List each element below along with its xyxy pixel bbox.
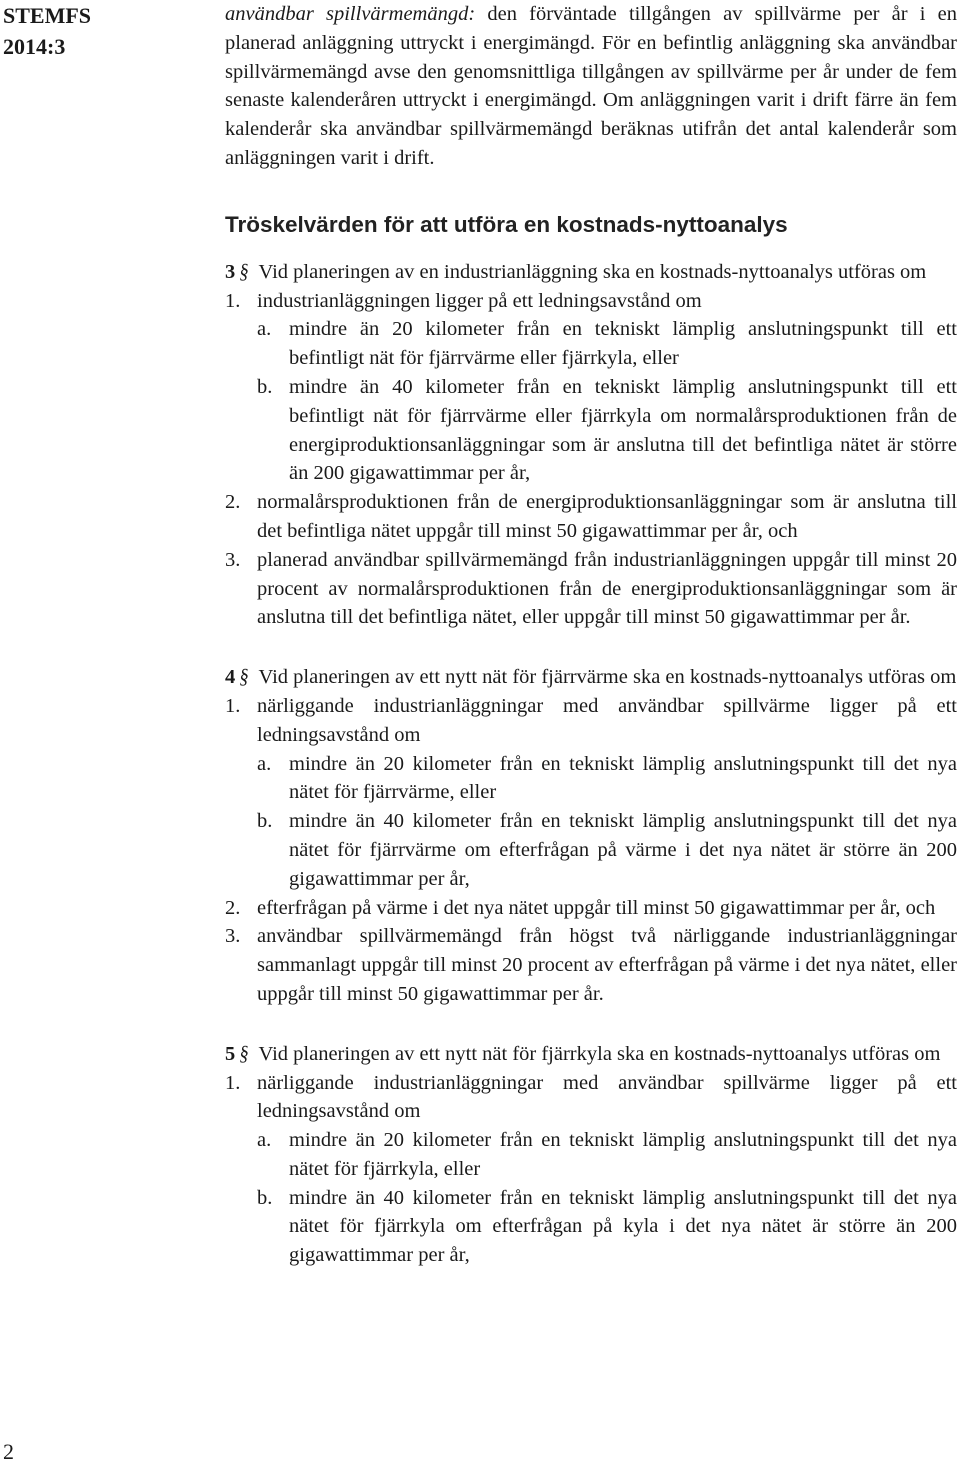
page-number: 2 <box>3 1439 14 1464</box>
sub-item-marker: b. <box>257 810 273 833</box>
section-sign: § <box>238 258 251 283</box>
paragraph-3 <box>225 257 957 632</box>
intro-paragraph <box>225 0 957 173</box>
sub-item-text: mindre än 20 kilometer från en tekniskt lämplig anslutningspunkt till det nya nätet för fjärrkyla, eller <box>289 1129 957 1180</box>
sub-item-text: mindre än 20 kilometer från en tekniskt lämplig anslutningspunkt till ett befintligt nät för fjärrvärme eller fjärrkyla, eller <box>289 318 957 370</box>
series-number: 2014:3 <box>3 34 66 59</box>
sub-item-marker: b. <box>257 1186 273 1209</box>
sub-list-item <box>257 1126 957 1184</box>
list-item <box>225 922 957 1008</box>
paragraph-lead-text: Vid planeringen av ett nytt nät för fjärrkyla ska en kostnads-nyttoanalys utföras om <box>258 1042 941 1065</box>
item-marker: 1. <box>225 1071 241 1094</box>
item-marker: 1. <box>225 694 241 717</box>
item-list <box>225 287 957 633</box>
sub-item-text: mindre än 40 kilometer från en tekniskt lämplig anslutningspunkt till det nya nätet för fjärrkyla om efterfrågan på kyla i det nya nätet är större än 200 gigawattimmar per år, <box>289 1186 957 1267</box>
item-marker: 2. <box>225 896 241 919</box>
section-sign: § <box>238 1040 251 1065</box>
section-heading: Tröskelvärden för att utföra en kostnads-nyttoanalys <box>225 211 788 237</box>
sub-list <box>257 1126 957 1270</box>
series-label <box>3 0 91 62</box>
document-body <box>225 0 957 1270</box>
paragraph-lead <box>225 662 957 692</box>
item-text: normalårsproduktionen från de energiproduktionsanläggningar som är anslutna till det befintliga nätet uppgår till minst 50 gigawattimmar per år, och <box>257 491 957 542</box>
sub-item-text: mindre än 40 kilometer från en tekniskt lämplig anslutningspunkt till ett befintligt nät för fjärrvärme eller fjärrkyla om normalårsproduktionen från de energiproduktionsanläggningar som är anslutna till det befintliga nätet är större än 200 gigawattimmar per år, <box>289 375 957 485</box>
sub-item-text: mindre än 20 kilometer från en tekniskt lämplig anslutningspunkt till det nya nätet för fjärrvärme, eller <box>289 752 957 804</box>
item-text: efterfrågan på värme i det nya nätet uppgår till minst 50 gigawattimmar per år, och <box>257 896 936 919</box>
paragraph-4 <box>225 662 957 1009</box>
item-text: industrianläggningen ligger på ett ledningsavstånd om <box>257 289 702 312</box>
list-item <box>225 894 957 923</box>
item-text: närliggande industrianläggningar med användbar spillvärme ligger på ett ledningsavstånd om <box>257 1071 957 1123</box>
sub-item-marker: a. <box>257 752 272 775</box>
sub-list-item <box>257 373 957 488</box>
sub-item-marker: a. <box>257 318 272 341</box>
series-name: STEMFS <box>3 3 92 28</box>
intro-text: den förväntade tillgången av spillvärme per år i en planerad anläggning uttryckt i energimängd. För en befintlig anläggning ska användbar spillvärmemängd avse den genomsnittliga tillgången av spillvärme per år under de fem senaste kalenderåren uttryckt i energimängd. Om anläggningen varit i drift färre än fem kalenderår ska användbar spillvärmemängd beräknas utifrån det antal kalenderår som anläggningen varit i drift. <box>225 3 957 169</box>
paragraph-lead-text: Vid planeringen av ett nytt nät för fjärrvärme ska en kostnads-nyttoanalys utföras om <box>258 666 957 689</box>
sub-list <box>257 315 957 488</box>
list-item <box>225 546 957 632</box>
item-text: användbar spillvärmemängd från högst två närliggande industrianläggningar sammanlagt uppgår till minst 20 procent av efterfrågan på värme i det nya nätet, eller uppgår till minst 50 gigawattimmar per år. <box>257 925 957 1005</box>
item-text: planerad användbar spillvärmemängd från industrianläggningen uppgår till minst 20 procent av normalårsproduktionen från de energiproduktionsanläggningar som är anslutna till det befintliga nätet, eller uppgår till minst 50 gigawattimmar per år. <box>257 548 957 629</box>
sub-list-item <box>257 315 957 373</box>
sub-list <box>257 750 957 894</box>
paragraph-lead <box>225 257 957 287</box>
sub-item-text: mindre än 40 kilometer från en tekniskt lämplig anslutningspunkt till det nya nätet för fjärrvärme om efterfrågan på värme i det nya nätet är större än 200 gigawattimmar per år, <box>289 810 957 890</box>
section-sign: § <box>238 664 251 689</box>
intro-term: användbar spillvärmemängd: <box>225 3 476 25</box>
item-marker: 3. <box>225 548 241 571</box>
item-text: närliggande industrianläggningar med användbar spillvärme ligger på ett ledningsavstånd om <box>257 694 957 746</box>
paragraph-number: 4 <box>225 666 236 689</box>
sub-item-marker: a. <box>257 1129 272 1152</box>
paragraph-number: 5 <box>225 1042 236 1065</box>
item-marker: 2. <box>225 491 241 514</box>
item-list <box>225 1069 957 1271</box>
list-item <box>225 287 957 489</box>
paragraph-number: 3 <box>225 260 236 283</box>
item-marker: 1. <box>225 289 241 312</box>
list-item <box>225 488 957 546</box>
item-marker: 3. <box>225 925 241 948</box>
item-list <box>225 692 957 1009</box>
list-item <box>225 1069 957 1271</box>
paragraph-lead <box>225 1039 957 1069</box>
list-item <box>225 692 957 894</box>
sub-list-item <box>257 807 957 893</box>
paragraph-5 <box>225 1039 957 1270</box>
sub-item-marker: b. <box>257 375 273 398</box>
sub-list-item <box>257 750 957 808</box>
paragraph-lead-text: Vid planeringen av en industrianläggning ska en kostnads-nyttoanalys utföras om <box>258 260 927 283</box>
sub-list-item <box>257 1184 957 1270</box>
